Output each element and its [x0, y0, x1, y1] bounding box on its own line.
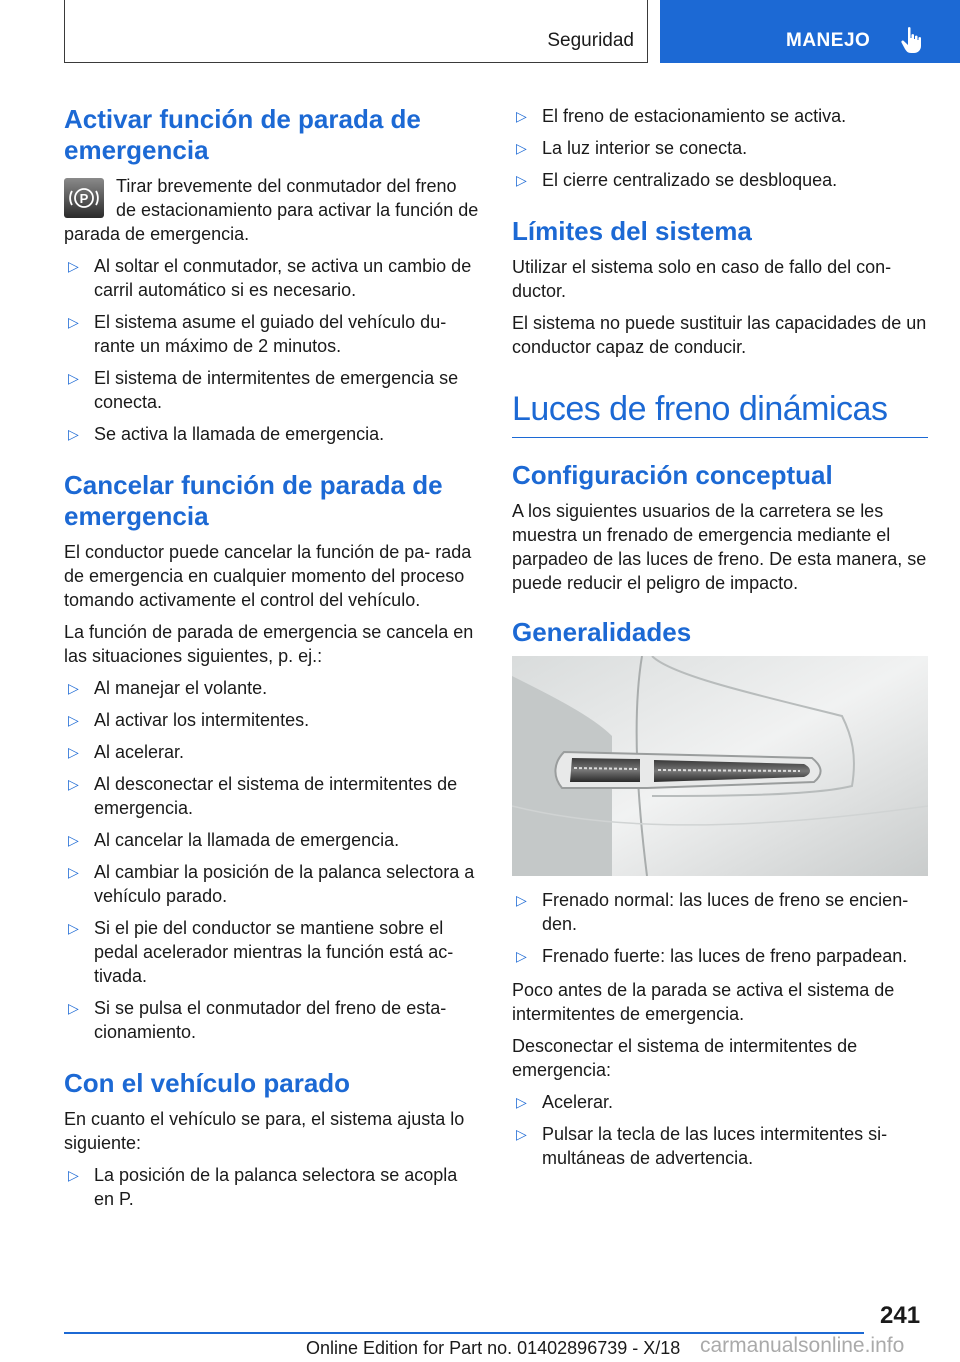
heading-config: Configuración conceptual [512, 460, 833, 490]
general-paragraph-1: Poco antes de la parada se activa el sistema de intermitentes de emergencia. [512, 980, 895, 1024]
list-item: ▷ El sistema asume el guiado del vehículo du- rante un máximo de 2 minutos. [68, 312, 447, 356]
triangle-bullet-icon: ▷ [516, 1126, 527, 1142]
heading-parado: Con el vehículo parado [64, 1068, 351, 1098]
chapter-tab[interactable] [660, 0, 960, 63]
cancelar-list [64, 676, 480, 1044]
list-item: ▷ Acelerar. [516, 1092, 614, 1112]
triangle-bullet-icon: ▷ [68, 712, 79, 728]
general-paragraph-2: Desconectar el sistema de intermitentes de emergencia: [512, 1036, 858, 1080]
triangle-bullet-icon: ▷ [516, 108, 527, 124]
heading-rule [512, 437, 928, 438]
triangle-bullet-icon: ▷ [68, 426, 79, 442]
svg-text:P: P [79, 191, 89, 206]
list-item: ▷ Pulsar la tecla de las luces intermitentes si- multáneas de advertencia. [516, 1124, 888, 1168]
list-item: ▷ Se activa la llamada de emergencia. [68, 424, 385, 444]
cancelar-paragraph-1: El conductor puede cancelar la función de pa- rada de emergencia en cualquier momento del proceso tomando activamente el control del vehículo. [64, 542, 472, 610]
chapter-tab-label: MANEJO [786, 30, 871, 51]
cancelar-paragraph-2: La función de parada de emergencia se cancela en las situaciones siguientes, p. ej.: [64, 622, 474, 666]
list-item: ▷ El freno de estacionamiento se activa. [516, 106, 847, 126]
limites-paragraph-2: El sistema no puede sustituir las capacidades de un conductor capaz de conducir. [512, 313, 927, 357]
section-title: Seguridad [547, 30, 634, 51]
parado-list-continued [512, 104, 928, 192]
footer-edition: Online Edition for Part no. 01402896739 - X/18 [306, 1338, 681, 1358]
heading-cancelar: Cancelar función de parada de emergencia [64, 470, 443, 531]
triangle-bullet-icon: ▷ [516, 1094, 527, 1110]
list-item: ▷ La posición de la palanca selectora se acopla en P. [68, 1165, 458, 1209]
heading-activar: Activar función de parada de emergencia [64, 104, 421, 165]
hand-pointer-icon [900, 26, 924, 59]
list-item: ▷ La luz interior se conecta. [516, 138, 748, 158]
parado-paragraph: En cuanto el vehículo se para, el sistema ajusta lo siguiente: [64, 1109, 465, 1153]
triangle-bullet-icon: ▷ [68, 314, 79, 330]
parking-brake-icon [64, 178, 104, 218]
triangle-bullet-icon: ▷ [516, 892, 527, 908]
list-item: ▷ Al cancelar la llamada de emergencia. [68, 830, 400, 850]
list-item: ▷ Al manejar el volante. [68, 678, 268, 698]
activar-list [64, 254, 480, 446]
desconectar-list [512, 1090, 928, 1170]
watermark: carmanualsonline.info [700, 1334, 905, 1357]
activar-block [64, 174, 480, 254]
triangle-bullet-icon: ▷ [68, 370, 79, 386]
triangle-bullet-icon: ▷ [68, 680, 79, 696]
list-item: ▷ Frenado normal: las luces de freno se encien- den. [516, 890, 909, 934]
list-item: ▷ Al desconectar el sistema de intermitentes de emergencia. [68, 774, 458, 818]
triangle-bullet-icon: ▷ [68, 776, 79, 792]
limites-paragraph-1: Utilizar el sistema solo en caso de fallo del con- ductor. [512, 257, 892, 301]
list-item: ▷ Si se pulsa el conmutador del freno de esta- cionamiento. [68, 998, 447, 1042]
triangle-bullet-icon: ▷ [68, 1000, 79, 1016]
triangle-bullet-icon: ▷ [516, 140, 527, 156]
heading-limites: Límites del sistema [512, 216, 752, 246]
left-column [64, 104, 480, 1221]
parado-list [64, 1163, 480, 1211]
triangle-bullet-icon: ▷ [68, 744, 79, 760]
activar-text: Tirar brevemente del conmutador del freno de estacionamiento para activar la función de parada de emergencia. [64, 176, 479, 244]
list-item: ▷ El sistema de intermitentes de emergencia se conecta. [68, 368, 459, 412]
triangle-bullet-icon: ▷ [516, 172, 527, 188]
triangle-bullet-icon: ▷ [516, 948, 527, 964]
general-list [512, 888, 928, 968]
list-item: ▷ Si el pie del conductor se mantiene sobre el pedal acelerador mientras la función está ac- tivada. [68, 918, 454, 986]
right-column [512, 104, 928, 1180]
triangle-bullet-icon: ▷ [68, 1167, 79, 1183]
list-item: ▷ Al cambiar la posición de la palanca selectora a vehículo parado. [68, 862, 475, 906]
tail-light-image [512, 656, 928, 876]
list-item: ▷ El cierre centralizado se desbloquea. [516, 170, 838, 190]
list-item: ▷ Al activar los intermitentes. [68, 710, 310, 730]
triangle-bullet-icon: ▷ [68, 832, 79, 848]
heading-general: Generalidades [512, 617, 692, 647]
heading-luces: Luces de freno dinámicas [512, 390, 888, 428]
list-item: ▷ Al acelerar. [68, 742, 185, 762]
list-item: ▷ Frenado fuerte: las luces de freno parpadean. [516, 946, 908, 966]
triangle-bullet-icon: ▷ [68, 920, 79, 936]
config-paragraph: A los siguientes usuarios de la carretera se les muestra un frenado de emergencia mediante el parpadeo de las luces de freno. De esta manera, se puede reducir el peligro de impacto. [512, 501, 927, 593]
page-number: 241 [880, 1302, 921, 1329]
triangle-bullet-icon: ▷ [68, 258, 79, 274]
list-item: ▷ Al soltar el conmutador, se activa un cambio de carril automático si es necesario. [68, 256, 472, 300]
triangle-bullet-icon: ▷ [68, 864, 79, 880]
